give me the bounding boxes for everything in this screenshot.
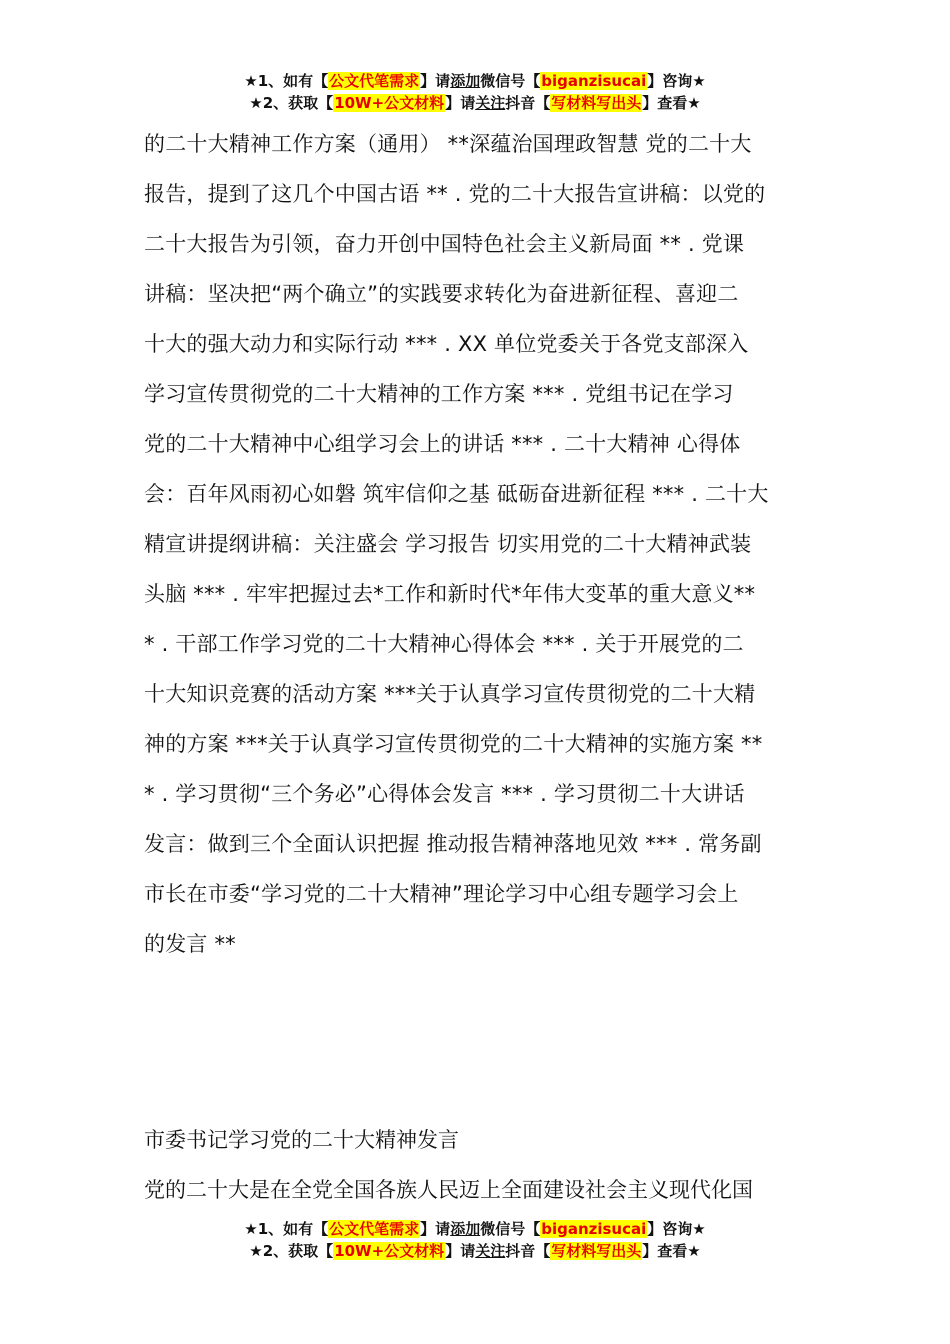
banner-text: 抖音【	[505, 1242, 551, 1260]
banner-text: ★1、如有【	[244, 1220, 329, 1238]
body-line: 十大知识竞赛的活动方案 ***关于认真学习宣传贯彻党的二十大精	[144, 682, 756, 706]
banner-line-2	[0, 92, 950, 114]
banner-line-2	[0, 1240, 950, 1262]
banner-text: 微信号【	[480, 72, 541, 90]
banner-highlight: 公文代笔需求	[329, 1220, 420, 1238]
body-line: 头脑 *** . 牢牢把握过去*工作和新时代*年伟大变革的重大意义**	[144, 582, 756, 606]
body-line: 发言：做到三个全面认识把握 推动报告精神落地见效 *** . 常务副	[144, 832, 762, 856]
banner-text: 微信号【	[480, 1220, 541, 1238]
top-banner	[0, 70, 950, 114]
banner-underlined: 关注	[475, 94, 506, 112]
body-line: 会：百年风雨初心如磐 筑牢信仰之基 砥砺奋进新征程 *** . 二十大	[144, 482, 769, 506]
banner-text: 】请	[420, 1220, 451, 1238]
body-line: 的二十大精神工作方案（通用） **深蕴治国理政智慧 党的二十大	[144, 132, 752, 156]
body-line: 神的方案 ***关于认真学习宣传贯彻党的二十大精神的实施方案 **	[144, 732, 763, 756]
banner-underlined: 添加	[450, 1220, 481, 1238]
banner-wechat-id: biganzisucai	[541, 72, 647, 90]
banner-text: 】咨询★	[647, 72, 706, 90]
banner-highlight: 10W+公文材料	[334, 94, 445, 112]
banner-text: 】咨询★	[647, 1220, 706, 1238]
banner-text: 】查看★	[642, 94, 701, 112]
banner-text: ★2、获取【	[249, 1242, 334, 1260]
body-line: 学习宣传贯彻党的二十大精神的工作方案 *** . 党组书记在学习	[144, 382, 734, 406]
body-line: 精宣讲提纲讲稿：关注盛会 学习报告 切实用党的二十大精神武装	[144, 532, 752, 556]
body-line: 十大的强大动力和实际行动 *** . XX 单位党委关于各党支部深入	[144, 332, 749, 356]
paragraph-start: 党的二十大是在全党全国各族人民迈上全面建设社会主义现代化国	[144, 1178, 753, 1202]
banner-douyin-id: 写材料写出头	[551, 1242, 642, 1260]
banner-text: 】请	[445, 94, 476, 112]
banner-highlight: 公文代笔需求	[329, 72, 420, 90]
body-line: 讲稿：坚决把“两个确立”的实践要求转化为奋进新征程、喜迎二	[144, 282, 739, 306]
body-line: * . 学习贯彻“三个务必”心得体会发言 *** . 学习贯彻二十大讲话	[144, 782, 745, 806]
body-line: * . 干部工作学习党的二十大精神心得体会 *** . 关于开展党的二	[144, 632, 744, 656]
banner-text: 抖音【	[505, 94, 551, 112]
banner-text: 】查看★	[642, 1242, 701, 1260]
body-line: 的发言 **	[144, 932, 236, 956]
banner-text: ★1、如有【	[244, 72, 329, 90]
document-body	[144, 119, 808, 969]
banner-text: 】请	[420, 72, 451, 90]
section-heading: 市委书记学习党的二十大精神发言	[144, 1128, 459, 1152]
banner-underlined: 关注	[475, 1242, 506, 1260]
body-line: 报告，提到了这几个中国古语 ** . 党的二十大报告宣讲稿：以党的	[144, 182, 766, 206]
banner-line-1	[0, 70, 950, 92]
banner-line-1	[0, 1218, 950, 1240]
banner-highlight: 10W+公文材料	[334, 1242, 445, 1260]
banner-douyin-id: 写材料写出头	[551, 94, 642, 112]
banner-wechat-id: biganzisucai	[541, 1220, 647, 1238]
body-line: 党的二十大精神中心组学习会上的讲话 *** . 二十大精神 心得体	[144, 432, 741, 456]
banner-text: 】请	[445, 1242, 476, 1260]
body-line: 二十大报告为引领，奋力开创中国特色社会主义新局面 ** . 党课	[144, 232, 745, 256]
bottom-banner	[0, 1218, 950, 1262]
banner-text: ★2、获取【	[249, 94, 334, 112]
banner-underlined: 添加	[450, 72, 481, 90]
body-line: 市长在市委“学习党的二十大精神”理论学习中心组专题学习会上	[144, 882, 739, 906]
